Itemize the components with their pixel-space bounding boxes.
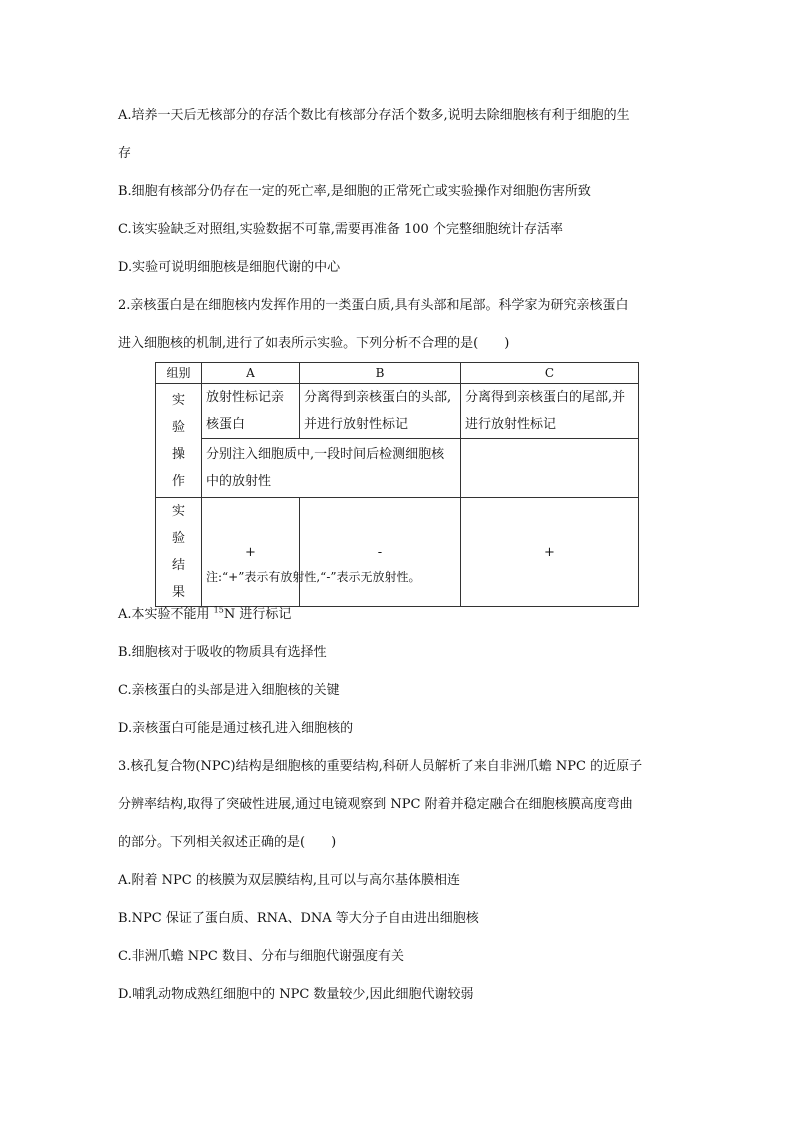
q1-option-c: C.该实验缺乏对照组,实验数据不可靠,需要再准备 100 个完整细胞统计存活率: [118, 222, 563, 237]
header-group: 组别: [156, 363, 202, 384]
cell-b-operation: 分离得到亲核蛋白的头部,并进行放射性标记: [300, 384, 461, 439]
q2-option-a-suffix: N 进行标记: [223, 607, 292, 622]
table-result-row: [156, 498, 639, 607]
row-label-operation: 实验操作: [156, 384, 202, 498]
cell-empty: [461, 439, 639, 498]
q3-option-a: A.附着 NPC 的核膜为双层膜结构,且可以与高尔基体膜相连: [118, 873, 460, 888]
q3-stem-line3: 的部分。下列相关叙述正确的是( ): [118, 835, 337, 850]
q1-option-b: B.细胞有核部分仍存在一定的死亡率,是细胞的正常死亡或实验操作对细胞伤害所致: [118, 184, 591, 199]
q3-option-c: C.非洲爪蟾 NPC 数目、分布与细胞代谢强度有关: [118, 949, 404, 964]
cell-shared-operation: 分别注入细胞质中,一段时间后检测细胞核中的放射性: [202, 439, 461, 498]
q2-option-d: D.亲核蛋白可能是通过核孔进入细胞核的: [118, 721, 354, 736]
cell-c-result: +: [461, 498, 639, 607]
row-label-result: 实验结果: [156, 498, 202, 607]
q1-option-d: D.实验可说明细胞核是细胞代谢的中心: [118, 260, 341, 275]
table-header-row: [156, 363, 639, 384]
q2-option-a-prefix: A.本实验不能用: [118, 607, 214, 622]
q3-option-b: B.NPC 保证了蛋白质、RNA、DNA 等大分子自由进出细胞核: [118, 911, 479, 926]
q1-option-a-line1: A.培养一天后无核部分的存活个数比有核部分存活个数多,说明去除细胞核有利于细胞的生: [118, 108, 630, 123]
cell-c-operation: 分离得到亲核蛋白的尾部,并进行放射性标记: [461, 384, 639, 439]
q3-stem-line2: 分辨率结构,取得了突破性进展,通过电镜观察到 NPC 附着并稳定融合在细胞核膜高度弯曲: [118, 797, 633, 812]
cell-a-result: +: [202, 498, 300, 607]
table-operation-row-1: [156, 384, 639, 439]
q2-option-b: B.细胞核对于吸收的物质具有选择性: [118, 645, 327, 660]
header-b: B: [300, 363, 461, 384]
header-c: C: [461, 363, 639, 384]
cell-b-result: -: [300, 498, 461, 607]
q3-option-d: D.哺乳动物成熟红细胞中的 NPC 数量较少,因此细胞代谢较弱: [118, 987, 474, 1002]
q3-stem-line1: 3.核孔复合物(NPC)结构是细胞核的重要结构,科研人员解析了来自非洲爪蟾 NPC 的近原子: [118, 759, 643, 774]
isotope-superscript: 15: [213, 605, 224, 615]
cell-a-operation: 放射性标记亲核蛋白: [202, 384, 300, 439]
table-note: 注:“+”表示有放射性,“-”表示无放射性。: [206, 570, 421, 584]
header-a: A: [202, 363, 300, 384]
q2-stem-line2: 进入细胞核的机制,进行了如表所示实验。下列分析不合理的是( ): [118, 336, 510, 351]
q2-option-c: C.亲核蛋白的头部是进入细胞核的关键: [118, 683, 340, 698]
q1-option-a-line2: 存: [118, 146, 132, 161]
q2-option-a: [118, 605, 291, 625]
q2-stem-line1: 2.亲核蛋白是在细胞核内发挥作用的一类蛋白质,具有头部和尾部。科学家为研究亲核蛋白: [118, 298, 629, 313]
table-operation-row-2: [156, 439, 639, 498]
